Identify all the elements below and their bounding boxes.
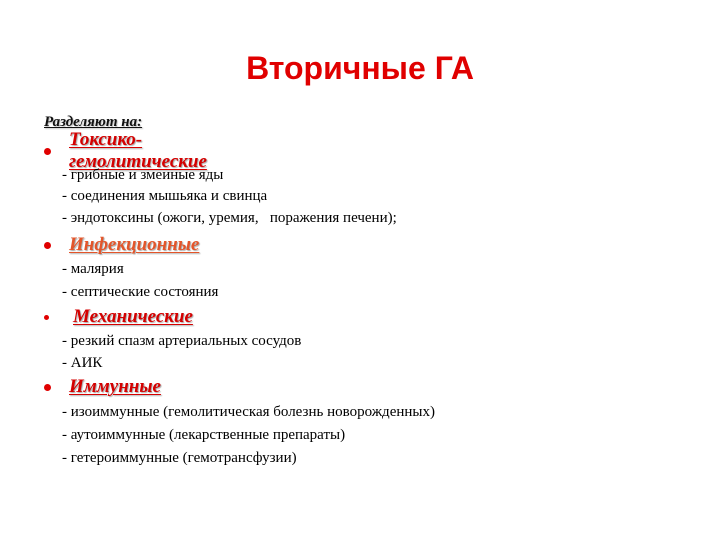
category-label: Инфекционные: [69, 234, 200, 255]
list-item: - грибные и змеиные яды: [62, 167, 224, 183]
category-label: Токсико-гемолитические: [69, 129, 207, 172]
list-item: - аутоиммунные (лекарственные препараты): [62, 427, 346, 443]
list-item: - септические состояния: [62, 284, 219, 300]
list-item: - эндотоксины (ожоги, уремия, поражения печени);: [62, 210, 397, 226]
list-item: - изоиммунные (гемолитическая болезнь новорожденных): [62, 404, 435, 420]
bullet-icon: [44, 315, 49, 320]
bullet-icon: [44, 148, 51, 155]
bullet-icon: [44, 242, 51, 249]
category-toxic: [44, 129, 207, 172]
list-item: - малярия: [62, 261, 124, 277]
list-item: - гетероиммунные (гемотрансфузии): [62, 450, 297, 466]
category-immune: [44, 374, 161, 400]
category-infectious: [44, 232, 199, 258]
category-label: Иммунные: [69, 376, 161, 397]
list-item: - соединения мышьяка и свинца: [62, 188, 268, 204]
slide-title: Вторичные ГА: [246, 50, 474, 86]
intro-label: Разделяют на:: [44, 114, 143, 130]
category-mechanical: [44, 304, 193, 330]
bullet-icon: [44, 384, 51, 391]
list-item: - резкий спазм артериальных сосудов: [62, 333, 302, 349]
category-label: Механические: [73, 306, 193, 327]
list-item: - АИК: [62, 355, 103, 371]
